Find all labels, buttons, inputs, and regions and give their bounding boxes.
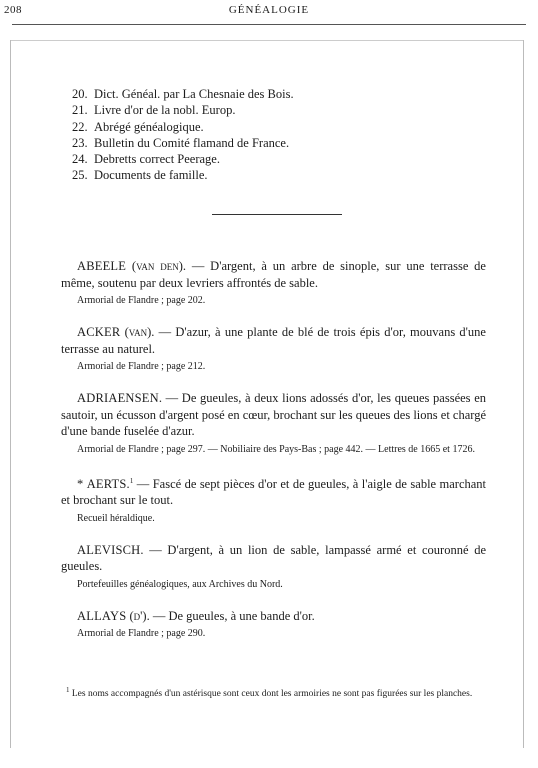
source-number: 23. <box>72 135 88 150</box>
entry-reference: Armorial de Flandre ; page 290. <box>77 628 206 640</box>
entry-description <box>61 390 486 440</box>
source-number: 25. <box>72 168 88 183</box>
source-number: 20. <box>72 87 88 101</box>
entry-blazon: . — De gueules, à une bande d'or. <box>146 608 315 623</box>
footnote-text: Les noms accompagnés d'un astérisque sont ceux dont les armoiries ne sont pas figurées sur les planches. <box>69 689 473 700</box>
entry-aerts <box>61 473 486 526</box>
entry-description <box>61 608 486 625</box>
entry-name: AERTS. <box>86 476 130 491</box>
entry-reference: Armorial de Flandre ; page 202. <box>77 295 206 306</box>
sources-list <box>72 86 294 184</box>
entry-abeele <box>61 258 486 308</box>
source-item <box>72 102 294 118</box>
entry-reference: Portefeuilles généalogiques, aux Archives du Nord. <box>77 578 283 590</box>
section-divider <box>212 214 342 215</box>
source-number: 24. <box>72 152 88 167</box>
footnote-mark: 1 <box>66 686 70 694</box>
asterisk-mark: * <box>77 476 87 491</box>
frame-right-line <box>523 40 524 748</box>
frame-top-line <box>10 40 524 41</box>
source-item <box>72 119 294 135</box>
entry-description <box>61 258 486 291</box>
source-number: 21. <box>72 103 88 118</box>
source-text: Debretts correct Peerage. <box>94 152 220 167</box>
source-text: Dict. Généal. par La Chesnaie des Bois. <box>94 87 294 101</box>
entry-allays <box>61 608 486 642</box>
footnote-ref: 1 <box>129 476 134 485</box>
entry-blazon: . — D'argent, à un lion de sable, lampassé armé et couronné de gueules. <box>61 542 486 574</box>
source-item <box>72 135 294 151</box>
entry-blazon: . — D'azur, à une plante de blé de trois épis d'or, mouvans d'une terrasse au naturel. <box>61 325 486 356</box>
entry-description <box>61 324 486 357</box>
source-item <box>72 151 294 167</box>
running-head: GÉNÉALOGIE <box>228 4 310 16</box>
entry-description <box>61 542 486 575</box>
entry-blazon: . — D'argent, à un arbre de sinople, sur une terrasse de même, soutenu par deux levriers affrontés de sable. <box>61 259 486 290</box>
entry-particle: (van) <box>120 325 152 339</box>
footnote <box>56 684 486 701</box>
source-text: Abrégé généalogique. <box>94 119 204 134</box>
source-text: Livre d'or de la nobl. Europ. <box>94 103 236 118</box>
source-item <box>72 167 294 183</box>
header-rule <box>12 24 526 25</box>
entry-name: ALLAYS <box>77 608 127 623</box>
entry-description <box>61 473 486 509</box>
source-text: Bulletin du Comité flamand de France. <box>94 135 290 150</box>
entry-blazon: — Fascé de sept pièces d'or et de gueules, à l'aigle de sable marchant et brochant sur le tout. <box>61 476 487 508</box>
entry-reference: Recueil héraldique. <box>77 512 155 524</box>
entry-name: ADRIAENSEN <box>77 391 159 405</box>
entry-reference: Armorial de Flandre ; page 297. — Nobiliaire des Pays-Bas ; page 442. — Lettres de 1665 et 1726. <box>77 443 475 455</box>
source-number: 22. <box>72 119 88 134</box>
entry-particle: (d') <box>126 608 147 623</box>
entry-name: ALEVISCH <box>77 542 141 557</box>
entry-alevisch <box>61 542 486 592</box>
source-text: Documents de famille. <box>94 168 208 183</box>
frame-left-line <box>10 40 11 748</box>
entry-particle: (van den) <box>126 259 183 273</box>
entry-reference: Armorial de Flandre ; page 212. <box>77 361 206 372</box>
entry-adriaensen <box>61 390 486 457</box>
entry-name: ABEELE <box>77 259 127 273</box>
armorial-entries <box>61 258 486 657</box>
page-number: 208 <box>4 4 22 16</box>
source-item <box>72 86 294 102</box>
entry-blazon: . — De gueules, à deux lions adossés d'or, les queues passées en sautoir, un écusson d'argent posé en cœur, brochant sur les queues des lions et chargé d'une bande fuselée d'azur. <box>61 391 486 438</box>
entry-acker <box>61 324 486 374</box>
entry-name: ACKER <box>77 325 121 339</box>
